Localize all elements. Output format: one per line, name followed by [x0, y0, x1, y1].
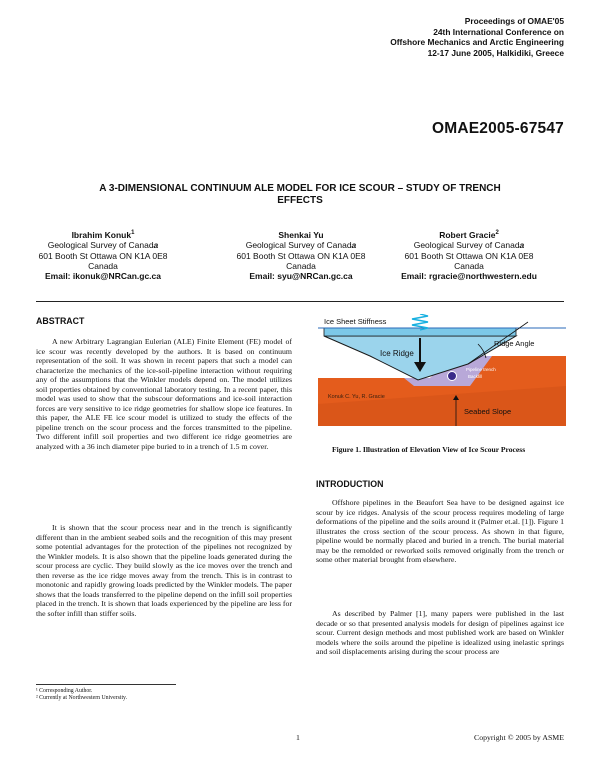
- author-country: Canada: [88, 261, 118, 272]
- proceedings-header: [390, 16, 564, 58]
- ice-scour-figure: [318, 314, 566, 436]
- title-line: A 3-DIMENSIONAL CONTINUUM ALE MODEL FOR ICE SCOUR – STUDY OF TRENCH: [99, 183, 501, 194]
- author-email[interactable]: Email: syu@NRCan.gc.ca: [249, 271, 353, 282]
- ice-sheet: [324, 328, 516, 336]
- figure-caption: Figure 1. Illustration of Elevation View of Ice Scour Process: [332, 445, 526, 454]
- footnotes: [36, 688, 292, 702]
- paper-title: [60, 183, 540, 207]
- author-org: Geological Survey of Canada: [413, 240, 525, 251]
- author-address: 601 Booth St Ottawa ON K1A 0E8: [38, 250, 168, 261]
- figure-label: Backfill: [468, 374, 483, 379]
- author-country: Canada: [286, 261, 316, 272]
- abstract-heading: ABSTRACT: [36, 316, 85, 326]
- figure-label: Konuk C. Yu, R. Gracie: [328, 394, 385, 400]
- footnote-divider: [36, 684, 176, 685]
- copyright-notice: Copyright © 2005 by ASME: [474, 733, 564, 742]
- author-block: [216, 228, 386, 282]
- author-country: Canada: [454, 261, 484, 272]
- author-address: 601 Booth St Ottawa ON K1A 0E8: [404, 250, 534, 261]
- header-divider: [36, 301, 564, 302]
- author-email[interactable]: Email: ikonuk@NRCan.gc.ca: [45, 271, 161, 282]
- author-superscript: 1: [131, 230, 135, 236]
- proceedings-line: 12-17 June 2005, Halkidiki, Greece: [427, 47, 564, 58]
- footnote: ¹ Corresponding Author.: [36, 688, 93, 694]
- author-org: Geological Survey of Canada: [47, 240, 159, 251]
- author-superscript: 2: [495, 230, 499, 236]
- abstract-paragraph: It is shown that the scour process near and in the trench is significantly different than in the ambient seabed soils and the recognition of this may present some potential advantages for the protection of the pipelines not recognized by the Winkler models. It is also shown that the pipeline loads generated during the scour process are cyclic. They build slowly as the ice moves over the trench and then reverse as the ice ridge moves away from the trench. This is in contrast to monotonic and rapidly growing loads predicted by the Winkler models. The paper shows that the loads transferred to the pipeline depend on the infill soil properties placed in the trench. It is shown that loads experienced by the pipeline are less for the softer infill than stiffer soils.: [36, 523, 292, 618]
- proceedings-line: 24th International Conference on: [433, 26, 564, 37]
- figure-label: Ice Sheet Stiffness: [324, 317, 387, 326]
- figure-label: Ridge Angle: [494, 339, 535, 348]
- figure-label: Ice Ridge: [380, 349, 414, 358]
- figure-label: Pipeline trench: [466, 367, 496, 372]
- author-name: Robert Gracie$^2$: [439, 229, 499, 240]
- pipeline-icon: [448, 372, 457, 381]
- author-name: Ibrahim Konuk$^1$: [71, 229, 135, 240]
- author-block: [384, 228, 554, 282]
- introduction-paragraph: As described by Palmer [1], many papers were published in the last decade or so that presented analysis models for design of pipelines against ice scour. Current design methods and most published work are based on Winkler models where the soils around the pipeline is idealized using inelastic springs and soil displacements arising during the scour process are: [316, 609, 564, 656]
- title-line: EFFECTS: [277, 195, 323, 206]
- introduction-heading: INTRODUCTION: [316, 479, 384, 489]
- proceedings-line: Proceedings of OMAE'05: [464, 16, 564, 26]
- proceedings-line: Offshore Mechanics and Arctic Engineering: [390, 37, 564, 48]
- figure-label: Seabed Slope: [464, 407, 512, 416]
- page-number: 1: [296, 733, 300, 742]
- abstract-paragraph: A new Arbitrary Lagrangian Eulerian (ALE) Finite Element (FE) model of ice scour was recently developed by the authors. It is based on continuum representation of the soil. It was shown in recent papers that such a model can characterize the mechanics of the ice-soil-pipeline interaction without requiring any of the assumptions that the Winkler models depend on. The model utilizes soil properties obtained by conventional laboratory testing. In a recent paper, this model was used to show that the subscour deformations and ice-soil interaction forces are very sensitive to ice ridge geometries for shallow slope ice features. In this paper, the ALE FE ice scour model is utilized to study the effects of the pipeline trench on the scour process and the forces transmitted to the pipeline. Two different infill soil properties and two different ice ridge geometries are analyzed with a 36 inch diameter pipe buried to in a trench of 1.5 m cover.: [36, 337, 292, 451]
- author-block: [18, 228, 188, 282]
- author-email[interactable]: Email: rgracie@northwestern.edu: [401, 271, 537, 282]
- introduction-paragraph: Offshore pipelines in the Beaufort Sea have to be designed against ice scour by ice ridges. Analysis of the scour process requires modeling of large deformations of the pipeline and the soils around it (Palmer et.al. [1]). Figure 1 illustrates the cross section of the scour process. As shown in that figure, pipeline would be normally placed and buried in a trench. The burial material may be the remolded or reworked soils removed originally from the trench or some other material brought from elsewhere.: [316, 498, 564, 564]
- author-org: Geological Survey of Canada: [245, 240, 357, 251]
- footnote: ² Currently at Northwestern University.: [36, 695, 128, 702]
- author-name: Shenkai Yu: [278, 229, 324, 240]
- paper-id: OMAE2005-67547: [431, 120, 564, 137]
- author-address: 601 Booth St Ottawa ON K1A 0E8: [236, 250, 366, 261]
